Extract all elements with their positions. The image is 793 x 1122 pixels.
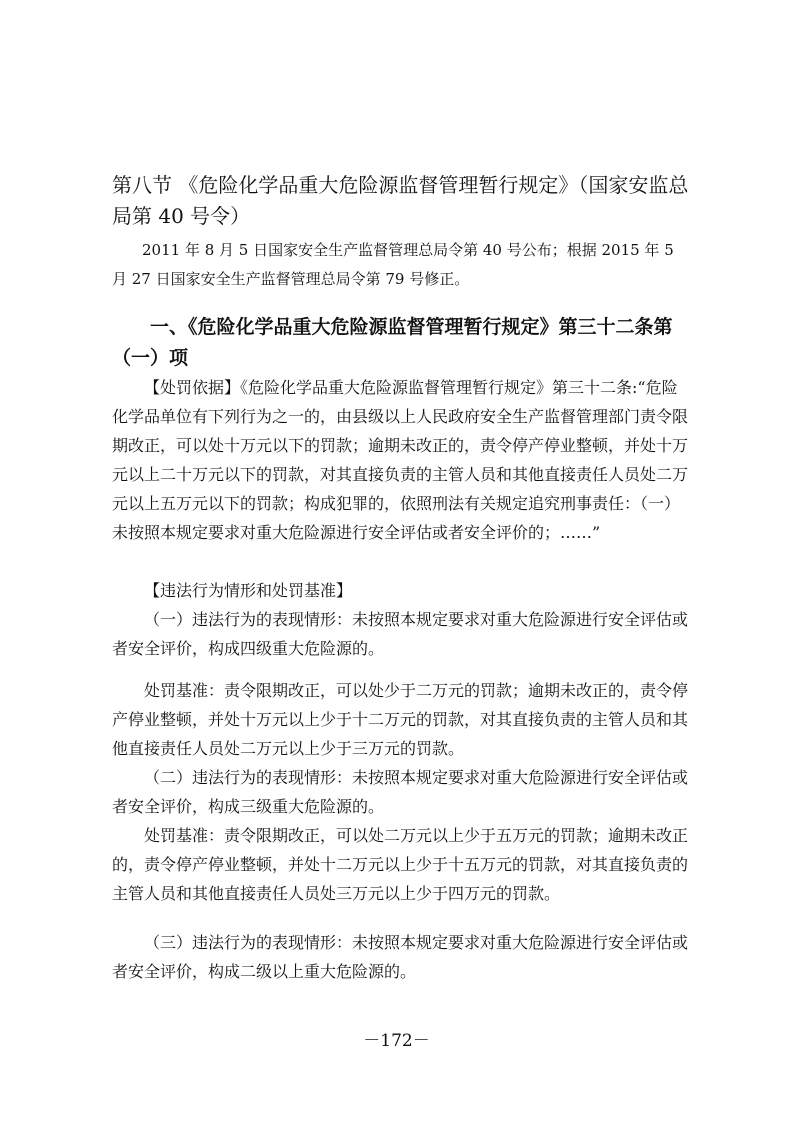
penalty-basis-paragraph: 【处罚依据】《危险化学品重大危险源监督管理暂行规定》第三十二条:“危险化学品单位有下列行为之一的，由县级以上人民政府安全生产监督管理部门责令限期改正，可以处十万元以下的罚款；逾期未改正的，责令停产停业整顿，并处十万元以上二十万元以下的罚款，对其直接负责的主管人员和其他直接责任人员处二万元以上五万元以下的罚款；构成犯罪的，依照刑法有关规定追究刑事责任：（一）未按照本规定要求对重大危险源进行安全评估或者安全评价的；……” — [112, 378, 689, 542]
article-title: 一、《危险化学品重大危险源监督管理暂行规定》第三十二条第（一）项 — [112, 316, 673, 369]
case-1-situation: （一）违法行为的表现情形：未按照本规定要求对重大危险源进行安全评估或者安全评价，构成四级重大危险源的。 — [112, 610, 689, 658]
criteria-heading: 【违法行为情形和处罚基准】 — [144, 581, 353, 600]
case-3-situation: （三）违法行为的表现情形：未按照本规定要求对重大危险源进行安全评估或者安全评价，构成二级以上重大危险源的。 — [112, 933, 689, 981]
section-note: 2011 年 8 月 5 日国家安全生产监督管理总局令第 40 号公布；根据 2015 年 5 月 27 日国家安全生产监督管理总局令第 79 号修正。 — [112, 241, 674, 288]
case-1-penalty: 处罚基准：责令限期改正，可以处少于二万元的罚款；逾期未改正的，责令停产停业整顿，并处十万元以上少于十二万元的罚款，对其直接负责的主管人员和其他直接责任人员处二万元以上少于三万元的罚款。 — [112, 681, 689, 758]
page-number: －172－ — [363, 1031, 430, 1051]
case-2-situation: （二）违法行为的表现情形：未按照本规定要求对重大危险源进行安全评估或者安全评价，构成三级重大危险源的。 — [112, 768, 689, 816]
section-title: 第八节 《危险化学品重大危险源监督管理暂行规定》（国家安监总局第 40 号令） — [112, 173, 689, 228]
case-2-penalty: 处罚基准：责令限期改正，可以处二万元以上少于五万元的罚款；逾期未改正的，责令停产停业整顿，并处十二万元以上少于十五万元的罚款，对其直接负责的主管人员和其他直接责任人员处三万元以上少于四万元的罚款。 — [112, 826, 689, 903]
